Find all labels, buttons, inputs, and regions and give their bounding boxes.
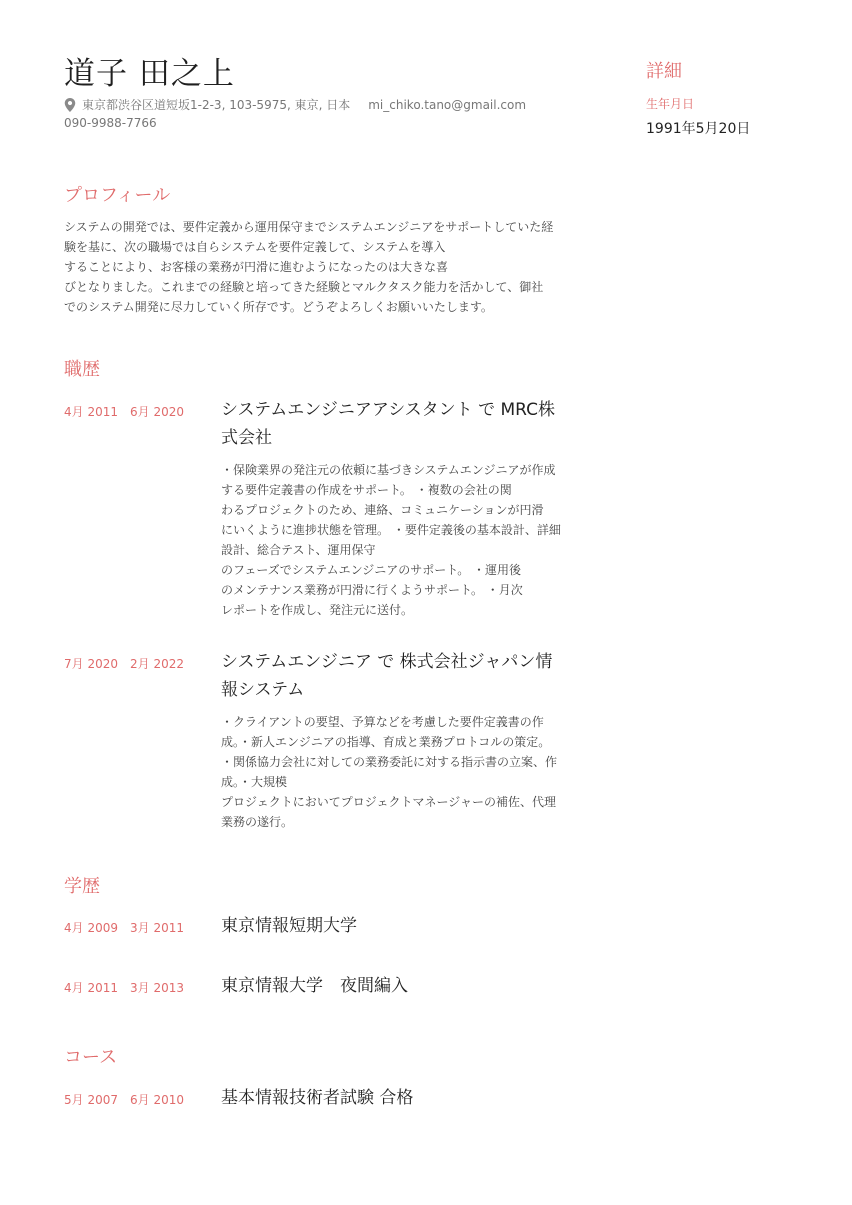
course-1-end: 6月 2010 [130,1093,184,1107]
experience-1-desc-line: のフェーズでシステムエンジニアのサポート。 ・運用後 [221,563,522,577]
experience-1-description [221,460,561,620]
experience-1-desc-line: する要件定義書の作成をサポート。 ・複数の会社の関 [221,483,512,497]
address: 東京都渋谷区道短坂1-2-3, 103-5975, 東京, 日本 [82,98,351,112]
experience-2-title-line: 報システム [221,680,305,700]
details-heading: 詳細 [646,61,682,82]
experience-1-end: 6月 2020 [130,405,184,419]
course-1-start: 5月 2007 [64,1093,118,1107]
phone-number: 090-9988-7766 [64,116,157,130]
experience-2-desc-line: 成。・新人エンジニアの指導、育成と業務プロトコルの策定。 [221,735,551,749]
profile-line: 験を基に、次の職場では自らシステムを要件定義して、システムを導入 [64,240,446,254]
profile-text [64,217,564,317]
experience-2-title-line: システムエンジニア で 株式会社ジャパン情 [221,652,553,672]
experience-2-desc-line: ・関係協力会社に対しての業務委託に対する指示書の立案、作 [221,755,558,769]
education-2-title: 東京情報大学 夜間編入 [221,976,408,996]
experience-heading: 職歴 [64,359,100,380]
candidate-name: 道子 田之上 [64,56,235,92]
experience-2-start: 7月 2020 [64,657,118,671]
profile-line: でのシステム開発に尽力していく所存です。どうぞよろしくお願いいたします。 [64,300,493,314]
birth-date-value: 1991年5月20日 [646,121,751,137]
experience-1-title-line: 式会社 [221,428,272,448]
email: mi_chiko.tano@gmail.com [368,97,527,112]
profile-line: することにより、お客様の業務が円滑に進むようになったのは大きな喜 [64,260,449,274]
experience-1-title [221,396,555,452]
profile-line: システムの開発では、要件定義から運用保守までシステムエンジニアをサポートしていた経 [64,220,554,234]
experience-1-desc-line: ・保険業界の発注元の依頼に基づきシステムエンジニアが作成 [221,463,556,477]
experience-2-title [221,648,552,704]
contact-line [64,96,526,113]
birth-date-label: 生年月日 [646,97,695,111]
experience-2-end: 2月 2022 [130,657,184,671]
experience-1-desc-line: わるプロジェクトのため、連絡、コミュニケーションが円滑 [221,503,544,517]
experience-2-desc-line: 成。・大規模 [221,775,288,789]
experience-1-desc-line: レポートを作成し、発注元に送付。 [221,603,414,617]
location-pin-icon [64,98,76,112]
experience-2-desc-line: ・クライアントの要望、予算などを考慮した要件定義書の作 [221,715,544,729]
education-2-end: 3月 2013 [130,981,184,995]
education-heading: 学歴 [64,876,100,897]
experience-2-desc-line: プロジェクトにおいてプロジェクトマネージャーの補佐、代理 [221,795,557,809]
experience-2-desc-line: 業務の遂行。 [221,815,294,829]
experience-1-desc-line: にいくように進捗状態を管理。 ・要件定義後の基本設計、詳細 [221,523,561,537]
courses-heading: コース [64,1047,118,1068]
profile-heading: プロフィール [64,185,171,206]
course-1-title: 基本情報技術者試験 合格 [221,1088,414,1108]
education-1-start: 4月 2009 [64,921,118,935]
experience-1-desc-line: のメンテナンス業務が円滑に行くようサポート。 ・月次 [221,583,523,597]
profile-line: びとなりました。これまでの経験と培ってきた経験とマルクタスク能力を活かして、御社 [64,280,544,294]
education-2-start: 4月 2011 [64,981,118,995]
experience-1-title-line: システムエンジニアアシスタント で MRC株 [221,400,555,420]
education-1-end: 3月 2011 [130,921,184,935]
experience-1-start: 4月 2011 [64,405,118,419]
experience-1-desc-line: 設計、総合テスト、運用保守 [221,543,376,557]
experience-2-description [221,712,557,832]
education-1-title: 東京情報短期大学 [221,916,357,936]
